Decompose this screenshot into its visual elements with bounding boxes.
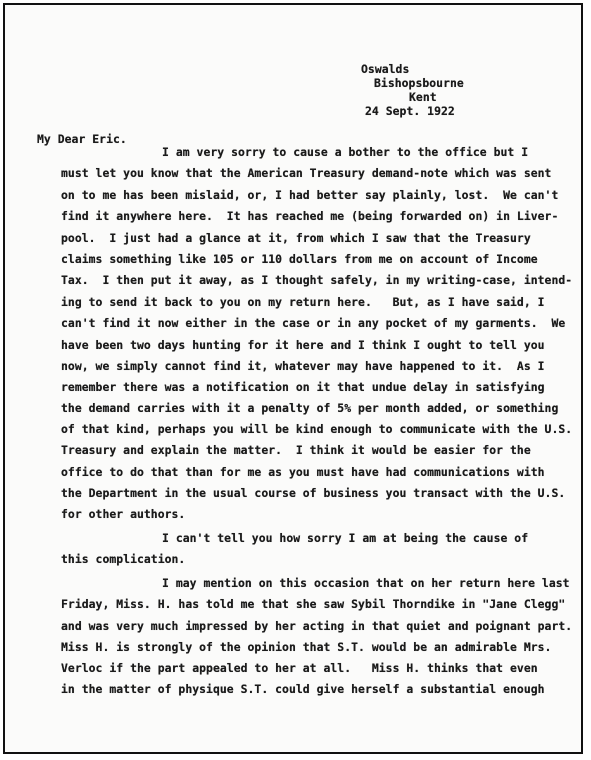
address-line-2: Bishopsbourne	[374, 76, 464, 90]
salutation: My Dear Eric.	[37, 132, 127, 146]
body-line: have been two days hunting for it here and I think I ought to tell you	[61, 338, 545, 352]
body-line: find it anywhere here. It has reached me (being forwarded on) in Liver-	[61, 209, 559, 223]
body-line: ing to send it back to you on my return here. But, as I have said, I	[61, 295, 545, 309]
body-line: this complication.	[61, 552, 186, 566]
body-line: pool. I just had a glance at it, from which I saw that the Treasury	[61, 231, 531, 245]
body-line: Friday, Miss. H. has told me that she saw Sybil Thorndike in "Jane Clegg"	[61, 597, 566, 611]
body-line: remember there was a notification on it that undue delay in satisfying	[61, 380, 545, 394]
body-line: can't find it now either in the case or in any pocket of my garments. We	[61, 316, 566, 330]
body-line: Verloc if the part appealed to her at all. Miss H. thinks that even	[61, 661, 538, 675]
address-line-3: Kent	[409, 90, 437, 104]
body-line: and was very much impressed by her acting in that quiet and poignant part.	[61, 619, 573, 633]
body-line: Miss H. is strongly of the opinion that S.T. would be an admirable Mrs.	[61, 640, 552, 654]
body-line: I am very sorry to cause a bother to the office but I	[162, 145, 529, 159]
letter-page	[3, 3, 583, 754]
body-line: on to me has been mislaid, or, I had better say plainly, lost. We can't	[61, 188, 559, 202]
body-line: Treasury and explain the matter. I think it would be easier for the	[61, 443, 531, 457]
body-line: the demand carries with it a penalty of 5% per month added, or something	[61, 401, 559, 415]
address-line-1: Oswalds	[361, 62, 410, 76]
body-line: in the matter of physique S.T. could give herself a substantial enough	[61, 682, 545, 696]
body-line: for other authors.	[61, 507, 186, 521]
body-line: Tax. I then put it away, as I thought safely, in my writing-case, intend-	[61, 273, 573, 287]
body-line: must let you know that the American Treasury demand-note which was sent	[61, 166, 552, 180]
letter-date: 24 Sept. 1922	[365, 104, 455, 118]
body-line: of that kind, perhaps you will be kind enough to communicate with the U.S.	[61, 422, 573, 436]
body-line: claims something like 105 or 110 dollars from me on account of Income	[61, 252, 538, 266]
body-line: office to do that than for me as you must have had communications with	[61, 465, 545, 479]
body-line: the Department in the usual course of business you transact with the U.S.	[61, 486, 566, 500]
body-line: I may mention on this occasion that on her return here last	[162, 576, 570, 590]
body-line: now, we simply cannot find it, whatever may have happened to it. As I	[61, 359, 545, 373]
body-line: I can't tell you how sorry I am at being the cause of	[162, 531, 529, 545]
